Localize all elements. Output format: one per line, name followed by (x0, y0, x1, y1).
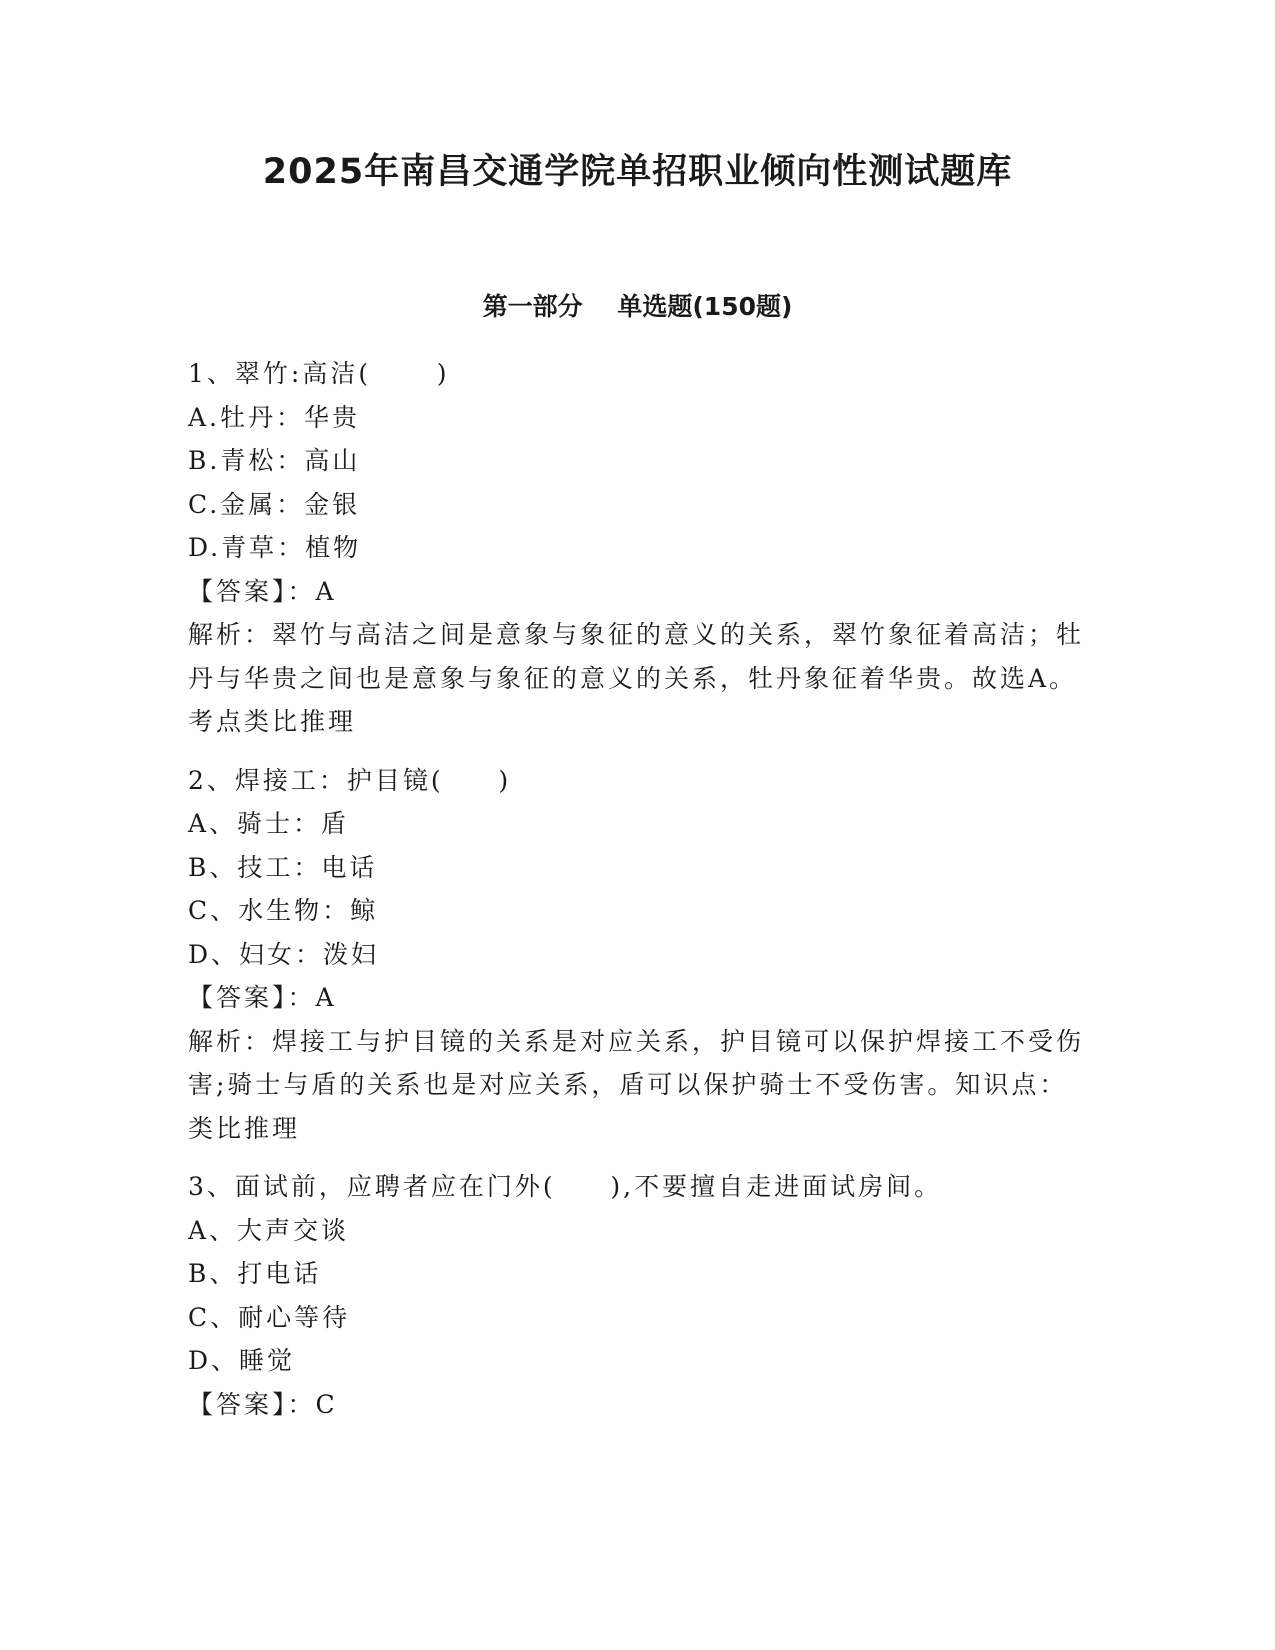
option-b: B、技工：电话 (188, 852, 378, 882)
option-d: D、睡觉 (188, 1346, 296, 1375)
option-a: A、骑士：盾 (188, 809, 350, 838)
explanation: 解析：焊接工与护目镜的关系是对应关系，护目镜可以保护焊接工不受伤害;骑士与盾的关系也是对应关系，盾可以保护骑士不受伤害。知识点：类比推理 (188, 1026, 1085, 1143)
section-title: 第一部分 单选题(150题) (482, 292, 793, 321)
document-title: 2025年南昌交通学院单招职业倾向性测试题库 (262, 152, 1013, 192)
answer: 【答案】：A (188, 576, 337, 606)
question-list (188, 352, 1088, 1441)
answer: 【答案】：A (188, 983, 337, 1012)
question-2 (188, 759, 1088, 1151)
option-b: B.青松：高山 (188, 446, 361, 475)
question-stem: 3、面试前，应聘者应在门外( ),不要擅自走进面试房间。 (188, 1172, 943, 1201)
option-b: B、打电话 (188, 1259, 322, 1288)
option-a: A、大声交谈 (188, 1215, 350, 1245)
question-1 (188, 352, 1088, 744)
question-stem: 2、焊接工：护目镜( ) (188, 765, 512, 795)
question-3 (188, 1165, 1088, 1426)
option-d: D、妇女：泼妇 (188, 939, 380, 969)
explanation: 解析：翠竹与高洁之间是意象与象征的意义的关系，翠竹象征着高洁；牡丹与华贵之间也是意象与象征的意义的关系，牡丹象征着华贵。故选A。考点类比推理 (188, 620, 1085, 736)
option-a: A.牡丹：华贵 (188, 402, 361, 432)
question-stem: 1、翠竹:高洁( ) (188, 359, 450, 388)
answer: 【答案】：C (188, 1389, 338, 1419)
option-c: C、水生物：鲸 (188, 896, 379, 925)
option-d: D.青草：植物 (188, 533, 362, 562)
option-c: C、耐心等待 (188, 1302, 351, 1332)
option-c: C.金属：金银 (188, 489, 361, 519)
